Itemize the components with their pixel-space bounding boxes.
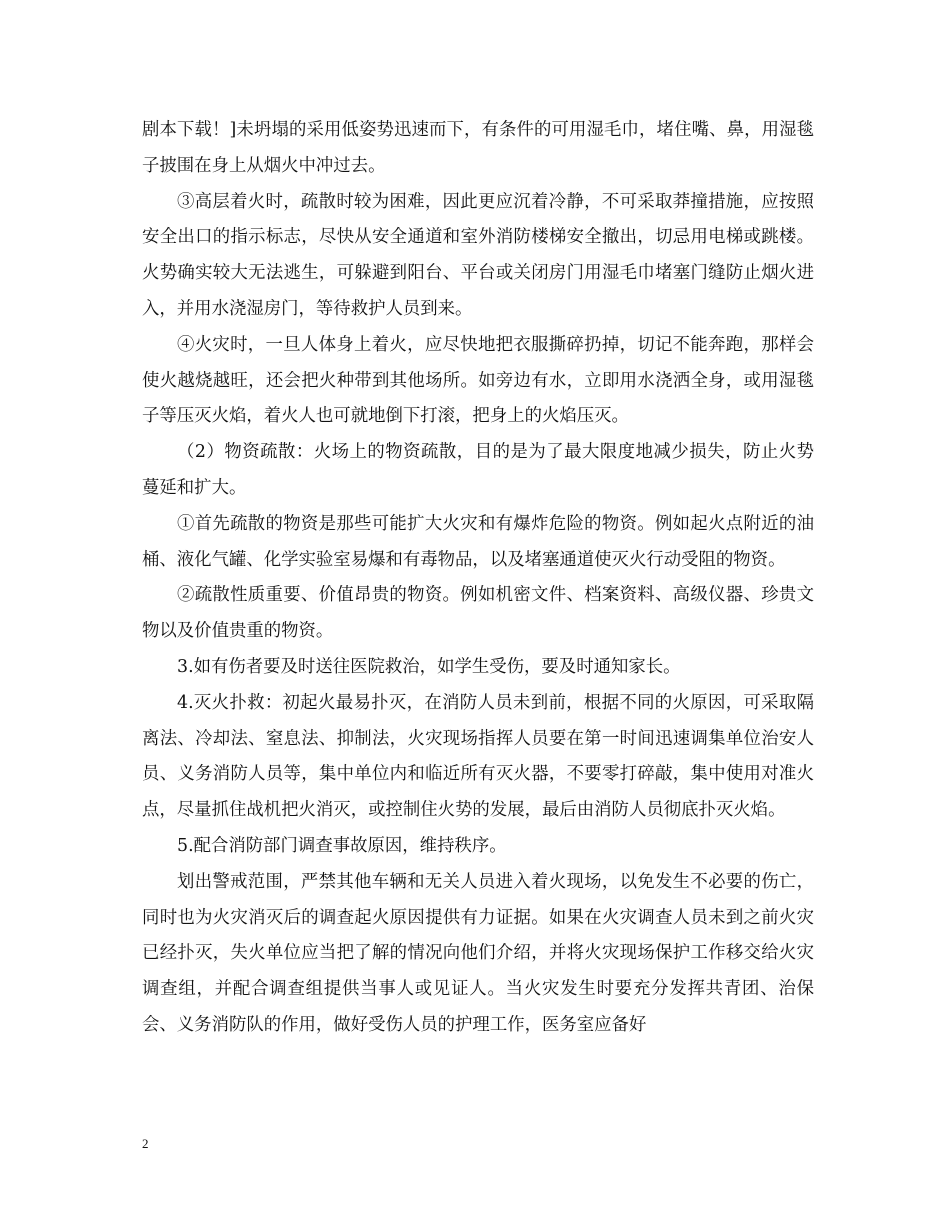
paragraph-high-rise-fire: ③高层着火时，疏散时较为困难，因此更应沉着冷静，不可采取莽撞措施，应按照安全出口的指示标志，尽快从安全通道和室外消防楼梯安全撤出，切忌用电梯或跳楼。火势确实较大无法逃生，可躲避到阳台、平台或关闭房门用湿毛巾堵塞门缝防止烟火进入，并用水浇湿房门，等待救护人员到来。 (142, 191, 814, 319)
paragraph-body-on-fire: ④火灾时，一旦人体身上着火，应尽快地把衣服撕碎扔掉，切记不能奔跑，那样会使火越烧越旺，还会把火种带到其他场所。如旁边有水，立即用水浇洒全身，或用湿毯子等压灭火焰，着火人也可就地倒下打滚，把身上的火焰压灭。 (142, 334, 814, 427)
paragraph-cordon: 划出警戒范围，严禁其他车辆和无关人员进入着火现场，以免发生不必要的伤亡，同时也为火灾消灭后的调查起火原因提供有力证据。如果在火灾调查人员未到之前火灾已经扑灭，失火单位应当把了解的情况向他们介绍，并将火灾现场保护工作移交给火灾调查组，并配合调查组提供当事人或见证人。当火灾发生时要充分发挥共青团、治保会、义务消防队的作用，做好受伤人员的护理工作，医务室应备好 (142, 871, 814, 1035)
paragraph-valuable-materials: ②疏散性质重要、价值昂贵的物资。例如机密文件、档案资料、高级仪器、珍贵文物以及价值贵重的物资。 (142, 585, 814, 642)
document-body (142, 113, 814, 1044)
page-number: 2 (142, 1136, 149, 1151)
paragraph-dangerous-materials: ①首先疏散的物资是那些可能扩大火灾和有爆炸危险的物资。例如起火点附近的油桶、液化气罐、化学实验室易爆和有毒物品，以及堵塞通道使灭火行动受阻的物资。 (142, 513, 814, 570)
paragraph-injured-treatment: 3.如有伤者要及时送往医院救治，如学生受伤，要及时通知家长。 (177, 656, 681, 677)
paragraph-investigation: 5.配合消防部门调查事故原因，维持秩序。 (177, 835, 507, 856)
paragraph-firefighting: 4.灭火扑救：初起火最易扑灭，在消防人员未到前，根据不同的火原因，可采取隔离法、冷却法、窒息法、抑制法，火灾现场指挥人员要在第一时间迅速调集单位治安人员、义务消防人员等，集中单位内和临近所有灭火器，不要零打碎敲，集中使用对准火点，尽量抓住战机把火消灭，或控制住火势的发展，最后由消防人员彻底扑灭火焰。 (142, 692, 814, 821)
paragraph-material-evacuation: （2）物资疏散：火场上的物资疏散，目的是为了最大限度地减少损失，防止火势蔓延和扩大。 (142, 442, 814, 498)
paragraph-continuation: 剧本下载！]未坍塌的采用低姿势迅速而下，有条件的可用湿毛巾，堵住嘴、鼻，用湿毯子披围在身上从烟火中冲过去。 (142, 120, 814, 176)
